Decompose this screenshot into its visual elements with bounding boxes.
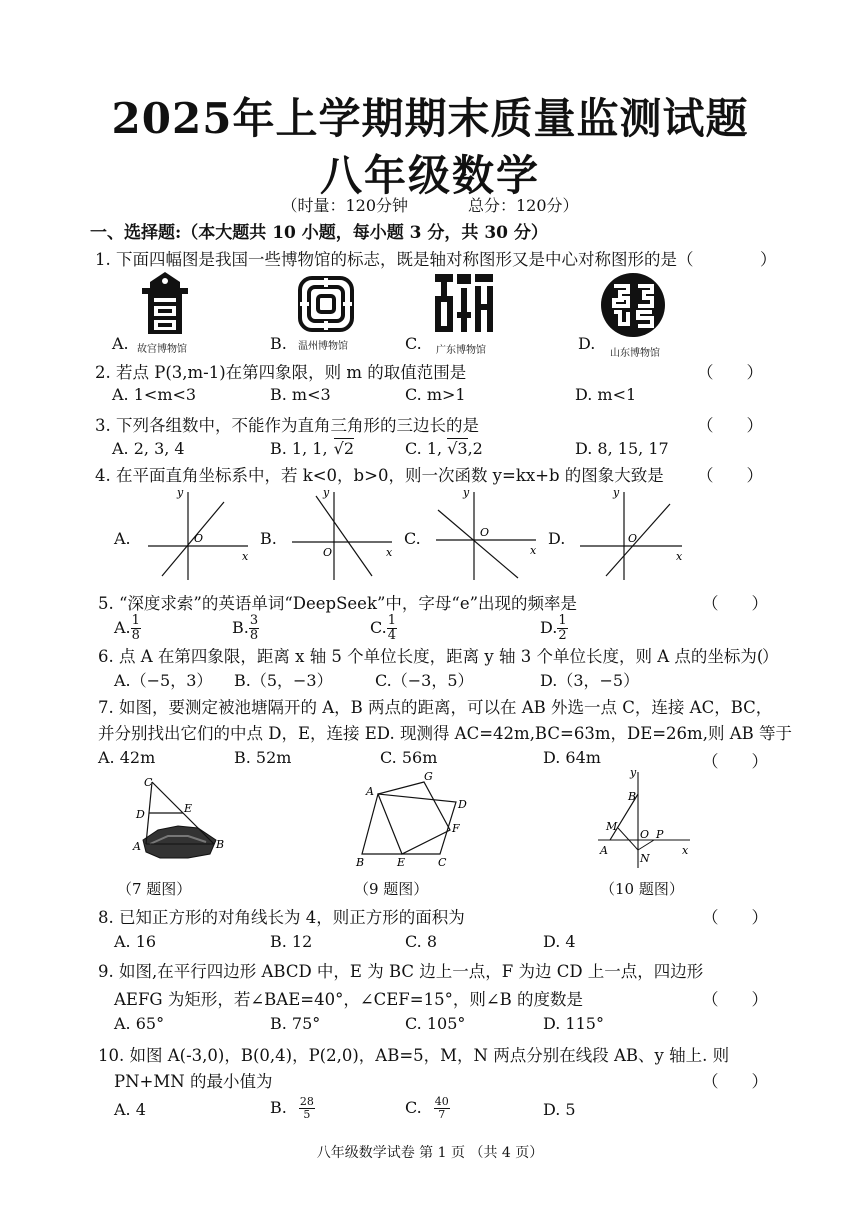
- q3-answer-paren: （ ）: [697, 416, 763, 435]
- svg-text:y: y: [613, 486, 620, 499]
- svg-text:O: O: [194, 532, 204, 545]
- svg-text:x: x: [530, 544, 537, 557]
- q4-stem: 4. 在平面直角坐标系中，若 k<0，b>0，则一次函数 y=kx+b 的图象大致是: [95, 466, 664, 485]
- svg-text:C: C: [144, 776, 153, 789]
- q6-option-a: A.（−5，3）: [114, 671, 213, 690]
- q9-option-b: B. 75°: [270, 1014, 321, 1033]
- svg-text:O: O: [640, 828, 650, 841]
- q4-option-c: C.: [404, 529, 421, 548]
- svg-text:D: D: [136, 808, 145, 821]
- q7-option-d: D. 64m: [543, 748, 601, 767]
- q10-option-c: C. $\frac{40}{7}$: [405, 1095, 449, 1121]
- q7-option-c: C. 56m: [380, 748, 438, 767]
- q2-option-c: C. m>1: [405, 385, 466, 404]
- wenzhou-museum-logo-icon: [295, 273, 357, 335]
- svg-text:A: A: [133, 840, 141, 853]
- q1-option-d: D.: [578, 334, 596, 353]
- svg-text:x: x: [682, 844, 689, 857]
- q6-close-paren: ）: [762, 647, 779, 666]
- q6-option-d: D.（3，−5）: [540, 671, 640, 690]
- section-heading: 一、选择题:（本大题共 10 小题，每小题 3 分，共 30 分）: [90, 223, 548, 243]
- q7-option-a: A. 42m: [98, 748, 156, 767]
- svg-text:x: x: [386, 546, 393, 559]
- svg-text:y: y: [323, 486, 330, 499]
- figure-7-caption: （7 题图）: [117, 880, 192, 898]
- q1-stem: 1. 下面四幅图是我国一些博物馆的标志，既是轴对称图形又是中心对称图形的是（: [95, 250, 694, 269]
- q9-line2: AEFG 为矩形，若∠BAE=40°，∠CEF=15°，则∠B 的度数是: [114, 990, 584, 1009]
- q8-stem: 8. 已知正方形的对角线长为 4，则正方形的面积为: [98, 908, 465, 927]
- svg-text:y: y: [177, 486, 184, 499]
- q10-line1: 10. 如图 A(-3,0)，B(0,4)，P(2,0)，AB=5，M，N 两点分别在线段 AB、y 轴上. 则: [98, 1046, 730, 1065]
- q10-option-a: A. 4: [114, 1100, 146, 1119]
- svg-text:N: N: [640, 852, 650, 865]
- svg-text:P: P: [656, 828, 664, 841]
- svg-text:x: x: [676, 550, 683, 563]
- svg-text:B: B: [356, 856, 365, 869]
- exam-time: （时量：120分钟: [281, 196, 408, 215]
- svg-text:A: A: [600, 844, 608, 857]
- logo-label-a: 故宫博物馆: [137, 344, 187, 355]
- exam-info: [0, 193, 860, 216]
- q2-answer-paren: （ ）: [697, 363, 763, 382]
- logo-label-c: 广东博物馆: [436, 345, 486, 356]
- q6-option-c: C.（−3，5）: [375, 671, 474, 690]
- q3-option-c: C. 1, √3,2: [405, 439, 483, 458]
- q5-answer-paren: （ ）: [702, 594, 768, 613]
- svg-text:x: x: [242, 550, 249, 563]
- exam-score: 总分：120分）: [468, 196, 579, 215]
- q1-option-b: B.: [270, 334, 287, 353]
- q4-graph-c: [432, 484, 546, 584]
- q9-option-d: D. 115°: [543, 1014, 604, 1033]
- q8-option-b: B. 12: [270, 932, 313, 951]
- q2-stem: 2. 若点 P(3,m-1)在第四象限，则 m 的取值范围是: [95, 363, 467, 382]
- q8-option-d: D. 4: [543, 932, 576, 951]
- svg-text:G: G: [424, 770, 433, 783]
- q4-graph-d: [576, 484, 690, 584]
- q4-answer-paren: （ ）: [697, 466, 763, 485]
- svg-text:B: B: [216, 838, 225, 851]
- q3-option-b: B. 1, 1, √2: [270, 439, 355, 458]
- q5-option-a: A. $\frac{1}{8}$: [114, 613, 140, 643]
- q10-line2: PN+MN 的最小值为: [114, 1072, 273, 1091]
- figure-7-pond-diagram: [128, 770, 228, 868]
- q4-option-a: A.: [114, 529, 131, 548]
- q10-option-b: B. $\frac{28}{5}$: [270, 1095, 314, 1121]
- q1-option-a: A.: [112, 334, 129, 353]
- figure-9-parallelogram-diagram: [352, 768, 474, 870]
- svg-text:O: O: [480, 526, 490, 539]
- q7-option-b: B. 52m: [234, 748, 292, 767]
- q9-line1: 9. 如图,在平行四边形 ABCD 中，E 为 BC 边上一点，F 为边 CD 上一点，四边形: [98, 962, 704, 981]
- q7-line1: 7. 如图，要测定被池塘隔开的 A，B 两点的距离，可以在 AB 外选一点 C，连接 AC，BC，: [98, 698, 773, 717]
- guangdong-museum-logo-icon: [433, 272, 495, 336]
- q1-close-paren: ）: [760, 250, 777, 269]
- svg-text:D: D: [458, 798, 467, 811]
- svg-text:y: y: [630, 766, 637, 779]
- svg-text:E: E: [184, 802, 193, 815]
- q5-option-d: D. $\frac{1}{2}$: [540, 613, 567, 643]
- svg-text:M: M: [606, 820, 618, 833]
- figure-9-caption: （9 题图）: [354, 880, 429, 898]
- q2-option-a: A. 1<m<3: [112, 385, 197, 404]
- q9-option-a: A. 65°: [114, 1014, 165, 1033]
- q2-option-b: B. m<3: [270, 385, 331, 404]
- svg-text:F: F: [452, 822, 460, 835]
- q7-line2: 并分别找出它们的中点 D，E，连接 ED. 现测得 AC=42m,BC=63m，DE=26m,则 AB 等于: [98, 724, 792, 743]
- q10-option-d: D. 5: [543, 1100, 576, 1119]
- q6-stem: 6. 点 A 在第四象限，距离 x 轴 5 个单位长度，距离 y 轴 3 个单位长度，则 A 点的坐标为(: [98, 647, 764, 666]
- q4-option-d: D.: [548, 529, 566, 548]
- q5-option-b: B. $\frac{3}{8}$: [232, 613, 259, 643]
- q8-answer-paren: （ ）: [702, 908, 768, 927]
- q5-stem: 5. “深度求索”的英语单词“DeepSeek”中，字母“e”出现的频率是: [98, 594, 578, 613]
- q4-graph-a: [144, 484, 258, 584]
- q3-option-a: A. 2, 3, 4: [112, 439, 185, 458]
- q2-option-d: D. m<1: [575, 385, 637, 404]
- svg-text:O: O: [628, 532, 638, 545]
- q3-option-d: D. 8, 15, 17: [575, 439, 669, 458]
- q9-option-c: C. 105°: [405, 1014, 466, 1033]
- svg-text:O: O: [323, 546, 333, 559]
- svg-text:A: A: [366, 785, 374, 798]
- svg-text:y: y: [463, 486, 470, 499]
- figure-10-coordinate-diagram: [594, 764, 696, 872]
- svg-text:B: B: [628, 790, 637, 803]
- q5-option-c: C. $\frac{1}{4}$: [370, 613, 397, 643]
- q6-option-b: B.（5，−3）: [234, 671, 333, 690]
- logo-label-b: 温州博物馆: [298, 341, 348, 352]
- page-footer: 八年级数学试卷 第 1 页 （共 4 页）: [316, 1145, 544, 1161]
- q8-option-c: C. 8: [405, 932, 438, 951]
- exam-title: 2025年上学期期末质量监测试题: [111, 94, 749, 143]
- svg-text:C: C: [438, 856, 447, 869]
- q4-option-b: B.: [260, 529, 277, 548]
- exam-subtitle: 八年级数学: [319, 151, 540, 200]
- q1-option-c: C.: [405, 334, 422, 353]
- q3-stem: 3. 下列各组数中，不能作为直角三角形的三边长的是: [95, 416, 479, 435]
- figure-10-caption: （10 题图）: [600, 880, 684, 898]
- q8-option-a: A. 16: [114, 932, 157, 951]
- logo-label-d: 山东博物馆: [610, 348, 660, 359]
- svg-text:E: E: [397, 856, 406, 869]
- q10-answer-paren: （ ）: [702, 1072, 768, 1091]
- shandong-museum-logo-icon: [600, 272, 666, 338]
- palace-museum-logo-icon: [138, 270, 193, 336]
- q9-answer-paren: （ ）: [702, 990, 768, 1009]
- q7-answer-paren: （ ）: [702, 752, 768, 771]
- q4-graph-b: [288, 484, 402, 584]
